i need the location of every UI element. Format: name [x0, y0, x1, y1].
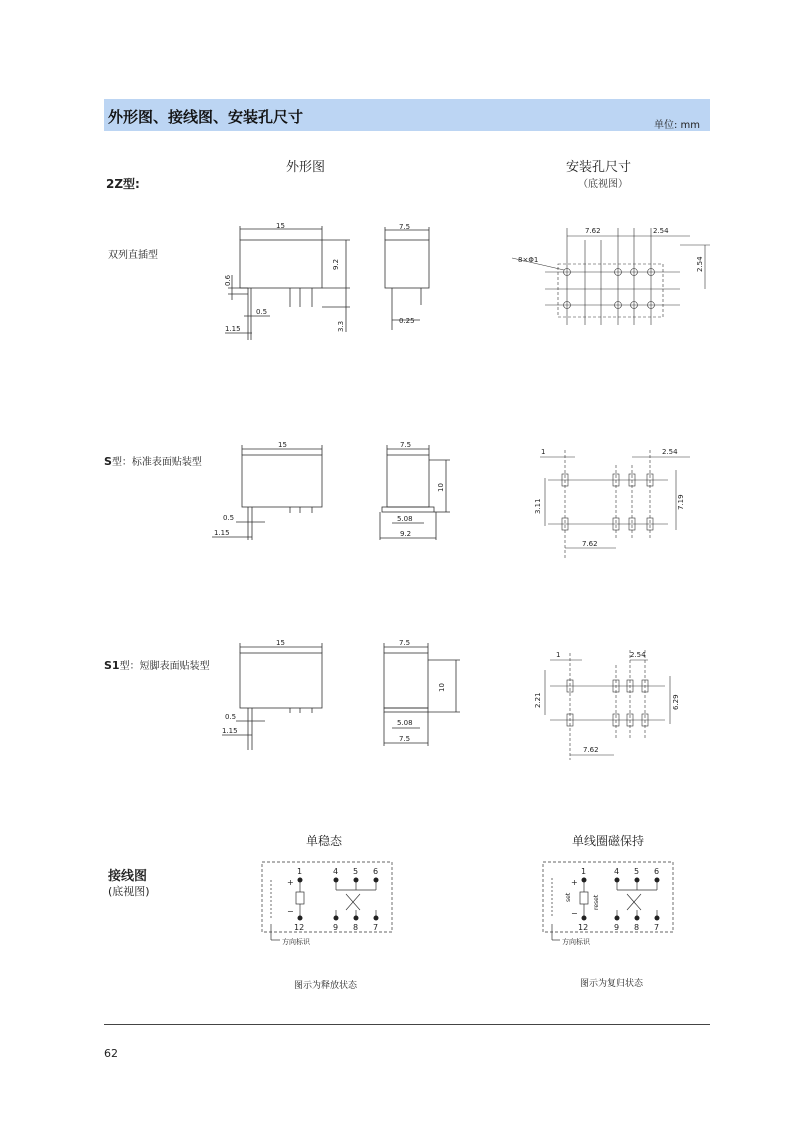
wiring-right-title: 单线圈磁保持 — [572, 834, 645, 848]
row-label-s: S型：标准表面贴装型 — [104, 455, 202, 468]
r2-dim-9-2: 9.2 — [400, 530, 412, 538]
model-label: 2Z型: — [106, 177, 140, 191]
r2-hole-1: 1 — [541, 448, 546, 456]
r3-dim-0-5: 0.5 — [225, 713, 237, 721]
r3-dim-width: 7.5 — [399, 639, 411, 647]
page-title: 外形图、接线图、安装孔尺寸 — [108, 108, 304, 126]
r1-hole-7-62: 7.62 — [585, 227, 601, 235]
r2-dim-1-15: 1.15 — [214, 529, 230, 537]
r3-dim-length: 15 — [276, 639, 285, 647]
left-pin-6: 6 — [373, 867, 379, 876]
right-plus: + — [571, 878, 578, 887]
right-pin-4: 4 — [614, 867, 620, 876]
unit-label: 单位: mm — [654, 120, 701, 131]
r3-hole-2-21: 2.21 — [534, 692, 542, 708]
r1-dim-0-5: 0.5 — [256, 308, 268, 316]
right-set-label: set — [565, 892, 572, 902]
wiring-subheading: (底视图) — [108, 885, 150, 898]
r3-dim-5-08: 5.08 — [397, 719, 413, 727]
r1-hole-2-54: 2.54 — [653, 227, 669, 235]
r3-hole-2-54: 2.54 — [630, 651, 646, 659]
r3-hole-6-29: 6.29 — [672, 694, 680, 710]
r3-hole-7-62: 7.62 — [583, 746, 599, 754]
wiring-left-title: 单稳态 — [306, 834, 343, 848]
right-minus: − — [571, 909, 578, 918]
outline-heading: 外形图 — [286, 160, 326, 175]
left-minus: − — [287, 907, 294, 916]
r2-dim-height: 10 — [437, 483, 445, 492]
r2-hole-7-19: 7.19 — [677, 494, 685, 510]
r3-dim-height: 10 — [438, 683, 446, 692]
right-reset-label: reset — [593, 894, 600, 910]
r2-dim-0-5: 0.5 — [223, 514, 235, 522]
r1-dim-height: 9.2 — [332, 258, 340, 270]
r1-dim-1-15: 1.15 — [225, 325, 241, 333]
right-pin-9: 9 — [614, 923, 620, 932]
r3-dim-7-5: 7.5 — [399, 735, 411, 743]
r2-dim-5-08: 5.08 — [397, 515, 413, 523]
right-pin-6: 6 — [654, 867, 660, 876]
left-pin-9: 9 — [333, 923, 339, 932]
r2-dim-length: 15 — [278, 441, 287, 449]
right-pin-5: 5 — [634, 867, 640, 876]
left-pin-7: 7 — [373, 923, 379, 932]
mounting-heading: 安装孔尺寸 — [566, 160, 632, 175]
r1-dim-length: 15 — [276, 222, 285, 230]
footer-rule — [104, 1024, 710, 1025]
r3-hole-1: 1 — [556, 651, 561, 659]
right-pin-1: 1 — [581, 867, 587, 876]
right-pin-8: 8 — [634, 923, 640, 932]
row-label-s1: S1型：短脚表面贴装型 — [104, 659, 210, 672]
wiring-heading: 接线图 — [108, 869, 148, 884]
left-direction-mark: 方向标识 — [282, 938, 310, 946]
r2-hole-7-62: 7.62 — [582, 540, 598, 548]
left-pin-4: 4 — [333, 867, 339, 876]
r1-dim-0-6: 0.6 — [224, 274, 232, 286]
right-direction-mark: 方向标识 — [562, 938, 590, 946]
left-plus: + — [287, 878, 294, 887]
wiring-left-caption: 图示为释放状态 — [294, 981, 358, 991]
mounting-subheading: （底视图） — [578, 179, 628, 190]
left-pin-8: 8 — [353, 923, 359, 932]
wiring-right-caption: 图示为复归状态 — [580, 979, 644, 989]
r1-dim-0-25: 0.25 — [399, 317, 415, 325]
r1-hole-dia: 8×Φ1 — [518, 256, 539, 264]
left-pin-5: 5 — [353, 867, 359, 876]
right-pin-7: 7 — [654, 923, 660, 932]
r2-hole-2-54: 2.54 — [662, 448, 678, 456]
r1-hole-2-54v: 2.54 — [696, 256, 704, 272]
left-pin-12: 12 — [294, 923, 305, 932]
right-pin-12: 12 — [578, 923, 589, 932]
r2-dim-width: 7.5 — [400, 441, 412, 449]
r2-hole-3-11: 3.11 — [534, 498, 542, 514]
r1-dim-width: 7.5 — [399, 223, 411, 231]
r1-dim-3-3: 3.3 — [337, 320, 345, 332]
row-label-dip: 双列直插型 — [108, 250, 158, 261]
r3-dim-1-15: 1.15 — [222, 727, 238, 735]
page-number: 62 — [104, 1047, 118, 1060]
left-pin-1: 1 — [297, 867, 303, 876]
